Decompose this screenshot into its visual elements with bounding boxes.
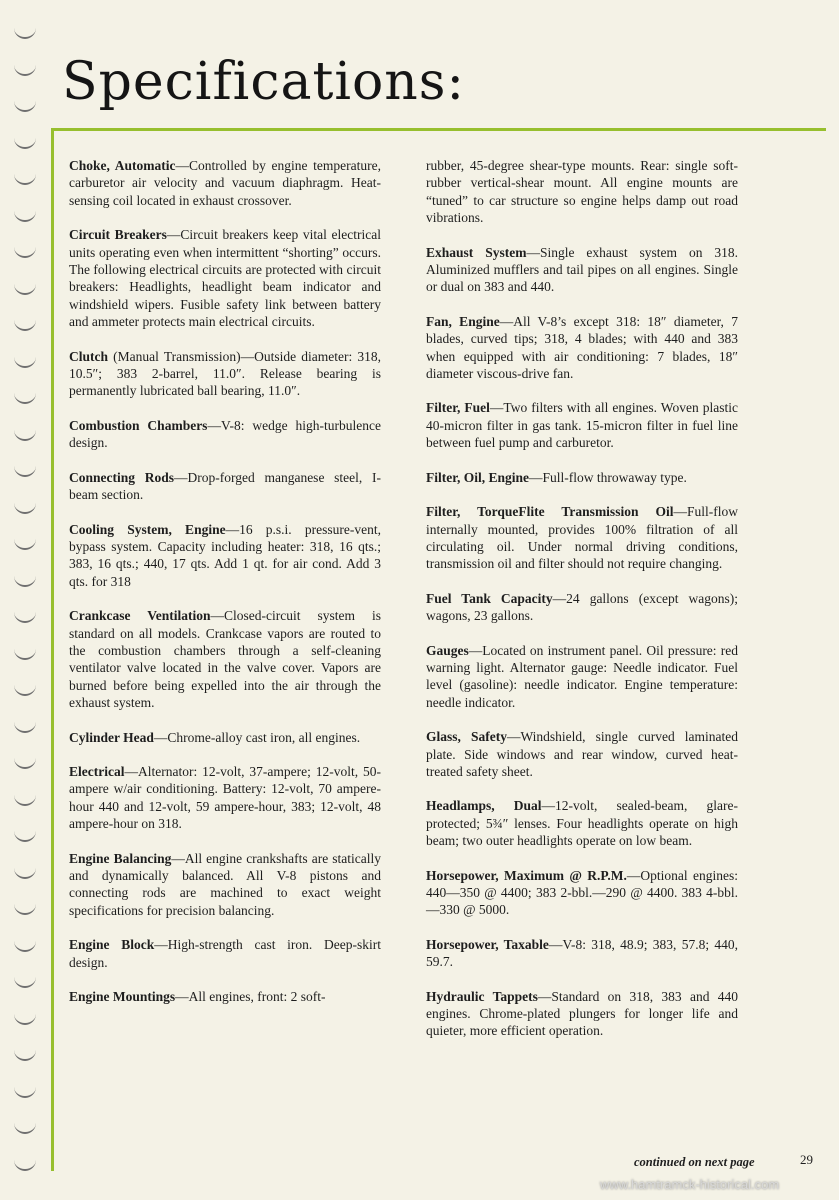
binder-hole: [14, 207, 36, 222]
spec-entry: Engine Balancing—All engine crankshafts are statically and dynamically balanced. All V-8 pistons and connecting rods are machined to exact weight specifications for precision balancing.: [69, 850, 381, 918]
binder-hole: [14, 499, 36, 514]
spec-body: Two filters with all engines. Woven plastic 40-micron filter in gas tank. 15-micron filter in fuel line between fuel pump and carburetor.: [426, 400, 738, 451]
continued-note: continued on next page: [634, 1155, 755, 1169]
spec-body: Standard on 318, 383 and 440 engines. Chrome-plated plungers for longer life and quieter, more efficient operation.: [426, 988, 738, 1039]
binder-hole: [14, 462, 36, 477]
spec-term: Engine Balancing: [69, 850, 172, 866]
spec-term: Horsepower, Taxable: [426, 936, 549, 952]
spec-term: Filter, TorqueFlite Transmission Oil: [426, 504, 674, 520]
binder-hole: [14, 718, 36, 733]
binder-hole: [14, 827, 36, 842]
binder-hole: [14, 791, 36, 806]
spec-entry: Choke, Automatic—Controlled by engine temperature, carburetor air velocity and vacuum diaphragm. Heat-sensing coil located in exhaust crossover.: [69, 158, 381, 208]
spec-term: Choke, Automatic: [69, 158, 176, 173]
binder-hole: [14, 864, 36, 879]
spec-entry: Horsepower, Maximum @ R.P.M.—Optional engines: 440—350 @ 4400; 383 2-bbl.—290 @ 4400. 383 4-bbl.—330 @ 5000.: [426, 867, 738, 918]
spec-term: Glass, Safety: [426, 729, 507, 745]
spec-term: Fuel Tank Capacity: [426, 590, 553, 606]
binder-hole: [14, 900, 36, 915]
spec-body: Closed-circuit system is standard on all models. Crankcase vapors are routed to the combustion chambers through a self-cleaning ventilator valve located in the valve cover. Vapors are burned before being expelled into the air through the exhaust system.: [69, 608, 381, 711]
spec-term: Circuit Breakers: [69, 227, 167, 243]
spec-term: Connecting Rods: [69, 469, 174, 485]
spec-body: 24 gallons (except wagons); wagons, 23 gallons.: [426, 590, 739, 624]
binder-hole: [14, 134, 36, 149]
spec-entry: Hydraulic Tappets—Standard on 318, 383 and 440 engines. Chrome-plated plungers for longer life and quieter, more efficient operation.: [426, 988, 738, 1039]
spec-entry: Horsepower, Taxable—V-8: 318, 48.9; 383, 57.8; 440, 59.7.: [426, 936, 739, 970]
spec-entry: Circuit Breakers—Circuit breakers keep vital electrical units operating even when intermittent “shorting” occurs. The following electrical circuits are protected with circuit breakers: Headlights, headlight beam indicator and windshield wipers. Fusible safety link between battery and ammeter protects main electrical circuits.: [69, 227, 381, 330]
binder-hole: [14, 24, 36, 39]
spec-term: Electrical: [69, 763, 125, 779]
spec-term: Filter, Oil, Engine: [426, 469, 530, 485]
binder-hole: [14, 1119, 36, 1134]
spec-body: Windshield, single curved laminated plate. Side windows and rear window, curved heat-treated safety sheet.: [426, 729, 739, 779]
binder-hole: [14, 645, 36, 660]
spec-term: Hydraulic Tappets: [426, 988, 538, 1004]
binder-hole: [14, 535, 36, 550]
spec-body: Alternator: 12-volt, 37-ampere; 12-volt, 50-ampere w/air conditioning. Battery: 12-volt, 70 ampere-hour 440 and 12-volt, 59 ampere-hour, 383; 12-volt, 48 ampere-hour on 318.: [69, 763, 381, 832]
spec-term: Filter, Fuel: [426, 400, 490, 416]
spec-term: Fan, Engine: [426, 313, 500, 329]
spec-body: All engine crankshafts are statically and dynamically balanced. All V-8 pistons and connecting rods are machined to exact weight specifications for precision balancing.: [69, 850, 381, 918]
spec-body: (Manual Transmission)—Outside diameter: 318, 10.5″; 383 2-barrel, 11.0″. Release bearing is permanently lubricated ball bearing, 11.0″.: [69, 348, 381, 399]
binder-hole: [14, 1083, 36, 1098]
page-title: Specifications:: [62, 52, 465, 112]
binder-hole: [14, 754, 36, 769]
binder-hole: [14, 316, 36, 331]
binder-holes: [12, 0, 42, 1200]
spec-term: Exhaust System: [426, 244, 527, 260]
spec-entry: Electrical—Alternator: 12-volt, 37-ampere; 12-volt, 50-ampere w/air conditioning. Battery: 12-volt, 70 ampere-hour 440 and 12-volt, 59 ampere-hour, 383; 12-volt, 48 ampere-hour on 318.: [69, 763, 381, 832]
spec-entry: Cooling System, Engine—16 p.s.i. pressure-vent, bypass system. Capacity including heater: 318, 16 qts.; 383, 16 qts.; 440, 17 qts. Add 1 qt. for air cond. Add 3 qts. for 318: [69, 521, 381, 589]
spec-body: 16 p.s.i. pressure-vent, bypass system. Capacity including heater: 318, 16 qts.; 383, 16 qts.; 440, 17 qts. Add 1 qt. for air cond. Add 3 qts. for 318: [69, 521, 381, 589]
spec-body: Optional engines: 440—350 @ 4400; 383 2-bbl.—290 @ 4400. 383 4-bbl.—330 @ 5000.: [426, 867, 738, 918]
spec-entry: Gauges—Located on instrument panel. Oil pressure: red warning light. Alternator gauge: Needle indicator. Fuel level (gasoline): needle indicator. Engine temperature: needle indicator.: [426, 642, 738, 710]
spec-entry: Engine Mountings—All engines, front: 2 soft-: [69, 989, 326, 1005]
spec-body: Circuit breakers keep vital electrical units operating even when intermittent “shorting” occurs. The following electrical circuits are protected with circuit breakers: Headlights, headlight beam indicator and windshield wipers. Fusible safety link between battery and ammeter protects main electrical circuits.: [69, 227, 381, 330]
spec-entry: Headlamps, Dual—12-volt, sealed-beam, glare-protected; 5¾″ lenses. Four headlights operate on high beam; two outer headlights operate on low beam.: [426, 798, 738, 849]
spec-body: All engines, front: 2 soft-: [188, 989, 326, 1005]
spec-term: Gauges: [426, 642, 469, 658]
spec-term: Horsepower, Maximum @ R.P.M.: [426, 867, 627, 883]
spec-entry: Fan, Engine—All V-8’s except 318: 18″ diameter, 7 blades, curved tips; 318, 4 blades; with 440 and 383 when equipped with air conditioning: 7 blades, 18″ diameter viscous-drive fan.: [426, 313, 738, 382]
spec-entry: Exhaust System—Single exhaust system on 318. Aluminized mufflers and tail pipes on all engines. Single or dual on 383 and 440.: [426, 244, 738, 295]
spec-term: Clutch: [69, 348, 109, 364]
spec-term: Cooling System, Engine: [69, 521, 226, 537]
spec-body: V-8: wedge high-turbulence design.: [69, 417, 381, 451]
spec-body: Drop-forged manganese steel, I-beam section.: [69, 469, 381, 503]
spec-body: Controlled by engine temperature, carburetor air velocity and vacuum diaphragm. Heat-sensing coil located in exhaust crossover.: [69, 158, 381, 208]
binder-hole: [14, 97, 36, 112]
spec-entry: Filter, Fuel—Two filters with all engines. Woven plastic 40-micron filter in gas tank. 15-micron filter in fuel line between fuel pump and carburetor.: [426, 400, 738, 451]
binder-hole: [14, 1046, 36, 1061]
binder-hole: [14, 1010, 36, 1025]
binder-hole: [14, 937, 36, 952]
spec-body: All V-8’s except 318: 18″ diameter, 7 blades, curved tips; 318, 4 blades; with 440 and 383 when equipped with air conditioning: 7 blades, 18″ diameter viscous-drive fan.: [426, 313, 738, 382]
spec-entry: Fuel Tank Capacity—24 gallons (except wagons); wagons, 23 gallons.: [426, 590, 739, 624]
spec-entry: Filter, TorqueFlite Transmission Oil—Full-flow internally mounted, provides 100% filtration of all circulating oil. Under normal driving conditions, transmission oil and filter should not require changing.: [426, 504, 738, 572]
page-number: 29: [800, 1152, 813, 1167]
spec-term: Combustion Chambers: [69, 417, 208, 433]
spec-body: Full-flow throwaway type.: [542, 469, 687, 485]
spec-term: Cylinder Head: [69, 729, 154, 745]
spec-entry: Cylinder Head—Chrome-alloy cast iron, all engines.: [69, 729, 361, 745]
spec-entry: Crankcase Ventilation—Closed-circuit system is standard on all models. Crankcase vapors are routed to the combustion chambers through a self-cleaning ventilator valve located in the valve cover. Vapors are burned before being expelled into the air through the exhaust system.: [69, 608, 381, 711]
spec-body: Single exhaust system on 318. Aluminized mufflers and tail pipes on all engines. Single or dual on 383 and 440.: [426, 244, 738, 295]
binder-hole: [14, 426, 36, 441]
spec-term: Crankcase Ventilation: [69, 608, 211, 624]
spec-body: V-8: 318, 48.9; 383, 57.8; 440, 59.7.: [426, 936, 739, 970]
spec-body: Chrome-alloy cast iron, all engines.: [167, 729, 361, 745]
spec-term: Headlamps, Dual: [426, 798, 542, 814]
spec-body: Full-flow internally mounted, provides 100% filtration of all circulating oil. Under normal driving conditions, transmission oil and filter should not require changing.: [426, 504, 738, 572]
spec-entry: Filter, Oil, Engine—Full-flow throwaway type.: [426, 469, 687, 485]
spec-term: Engine Mountings: [69, 989, 176, 1005]
spec-entry: Engine Block—High-strength cast iron. Deep-skirt design.: [69, 937, 381, 970]
spec-body: 12-volt, sealed-beam, glare-protected; 5¾″ lenses. Four headlights operate on high beam; two outer headlights operate on low beam.: [426, 798, 738, 849]
binder-hole: [14, 389, 36, 404]
right-column: [426, 157, 738, 1057]
spec-entry: [69, 348, 381, 400]
spec-term: Engine Block: [69, 937, 155, 953]
watermark: www.hamtramck-historical.com: [600, 1177, 780, 1192]
spec-body: rubber, 45-degree shear-type mounts. Rear: single soft-rubber vertical-shear mount. All engine mounts are “tuned” to car structure so engine helps damp out road vibrations.: [426, 158, 738, 226]
binder-hole: [14, 280, 36, 295]
binder-hole: [14, 353, 36, 368]
spec-entry: Connecting Rods—Drop-forged manganese steel, I-beam section.: [69, 469, 381, 503]
binder-hole: [14, 572, 36, 587]
spec-entry: [426, 157, 738, 227]
spec-entry: Combustion Chambers—V-8: wedge high-turbulence design.: [69, 417, 381, 451]
binder-hole: [14, 973, 36, 988]
spec-body: Located on instrument panel. Oil pressure: red warning light. Alternator gauge: Needle indicator. Fuel level (gasoline): needle indicator. Engine temperature: needle indicator.: [426, 642, 738, 710]
binder-hole: [14, 170, 36, 185]
binder-hole: [14, 61, 36, 76]
binder-hole: [14, 1156, 36, 1171]
left-column: [69, 157, 381, 1022]
spec-body: High-strength cast iron. Deep-skirt design.: [69, 937, 381, 970]
binder-hole: [14, 243, 36, 258]
binder-hole: [14, 608, 36, 623]
binder-hole: [14, 681, 36, 696]
spec-entry: Glass, Safety—Windshield, single curved laminated plate. Side windows and rear window, curved heat-treated safety sheet.: [426, 729, 739, 779]
